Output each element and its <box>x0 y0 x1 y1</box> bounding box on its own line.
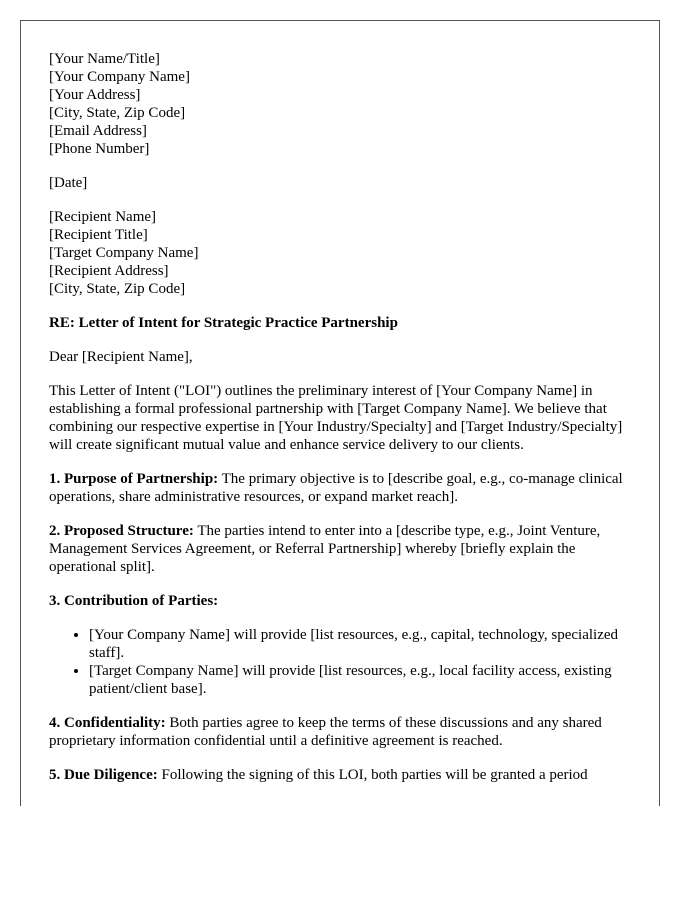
section-due-diligence-text: Following the signing of this LOI, both parties will be granted a period <box>157 767 588 783</box>
section-due-diligence-heading: 5. Due Diligence: <box>49 767 158 783</box>
section-structure-heading: 2. Proposed Structure: <box>49 523 194 539</box>
recipient-city-state-zip: [City, State, Zip Code] <box>49 281 186 297</box>
recipient-title: [Recipient Title] <box>49 227 148 243</box>
section-structure-text: The parties intend to enter into a [describe type, e.g., Joint Venture, Management Services Agreement, or Referral Partnership] whereby [briefly explain the operational split]. <box>49 523 601 575</box>
recipient-name: [Recipient Name] <box>49 209 157 225</box>
recipient-company: [Target Company Name] <box>49 245 199 261</box>
letter-body <box>49 50 639 784</box>
recipient-block <box>49 208 639 298</box>
salutation: Dear [Recipient Name], <box>49 349 193 365</box>
section-purpose-heading: 1. Purpose of Partnership: <box>49 471 219 487</box>
letter-date: [Date] <box>49 175 88 191</box>
section-confidentiality-text: Both parties agree to keep the terms of these discussions and any shared proprietary information confidential until a definitive agreement is reached. <box>49 715 602 749</box>
section-contribution-heading: 3. Contribution of Parties: <box>49 593 219 609</box>
sender-name-title: [Your Name/Title] <box>49 51 160 67</box>
section-confidentiality <box>49 714 639 750</box>
list-item: • [Your Company Name] will provide [list resources, e.g., capital, technology, specialized staff]. <box>89 626 639 662</box>
sender-company: [Your Company Name] <box>49 69 190 85</box>
sender-block <box>49 50 639 158</box>
section-due-diligence <box>49 766 639 784</box>
list-item: • [Target Company Name] will provide [list resources, e.g., local facility access, existing patient/client base]. <box>89 662 639 698</box>
intro-paragraph: This Letter of Intent ("LOI") outlines the preliminary interest of [Your Company Name] in establishing a formal professional partnership with [Target Company Name]. We believe that combining our respective expertise in [Your Industry/Specialty] and [Target Industry/Specialty] will create significant mutual value and enhance service delivery to our clients. <box>49 383 623 453</box>
sender-email: [Email Address] <box>49 123 147 139</box>
sender-address: [Your Address] <box>49 87 141 103</box>
section-purpose-text: The primary objective is to [describe goal, e.g., co-manage clinical operations, share administrative resources, or expand market reach]. <box>49 471 623 505</box>
section-confidentiality-heading: 4. Confidentiality: <box>49 715 166 731</box>
section-structure <box>49 522 639 576</box>
recipient-address: [Recipient Address] <box>49 263 169 279</box>
section-purpose <box>49 470 639 506</box>
sender-phone: [Phone Number] <box>49 141 150 157</box>
sender-city-state-zip: [City, State, Zip Code] <box>49 105 186 121</box>
letter-page <box>20 20 660 806</box>
subject-line: RE: Letter of Intent for Strategic Practice Partnership <box>49 315 398 331</box>
contribution-list <box>49 626 639 698</box>
